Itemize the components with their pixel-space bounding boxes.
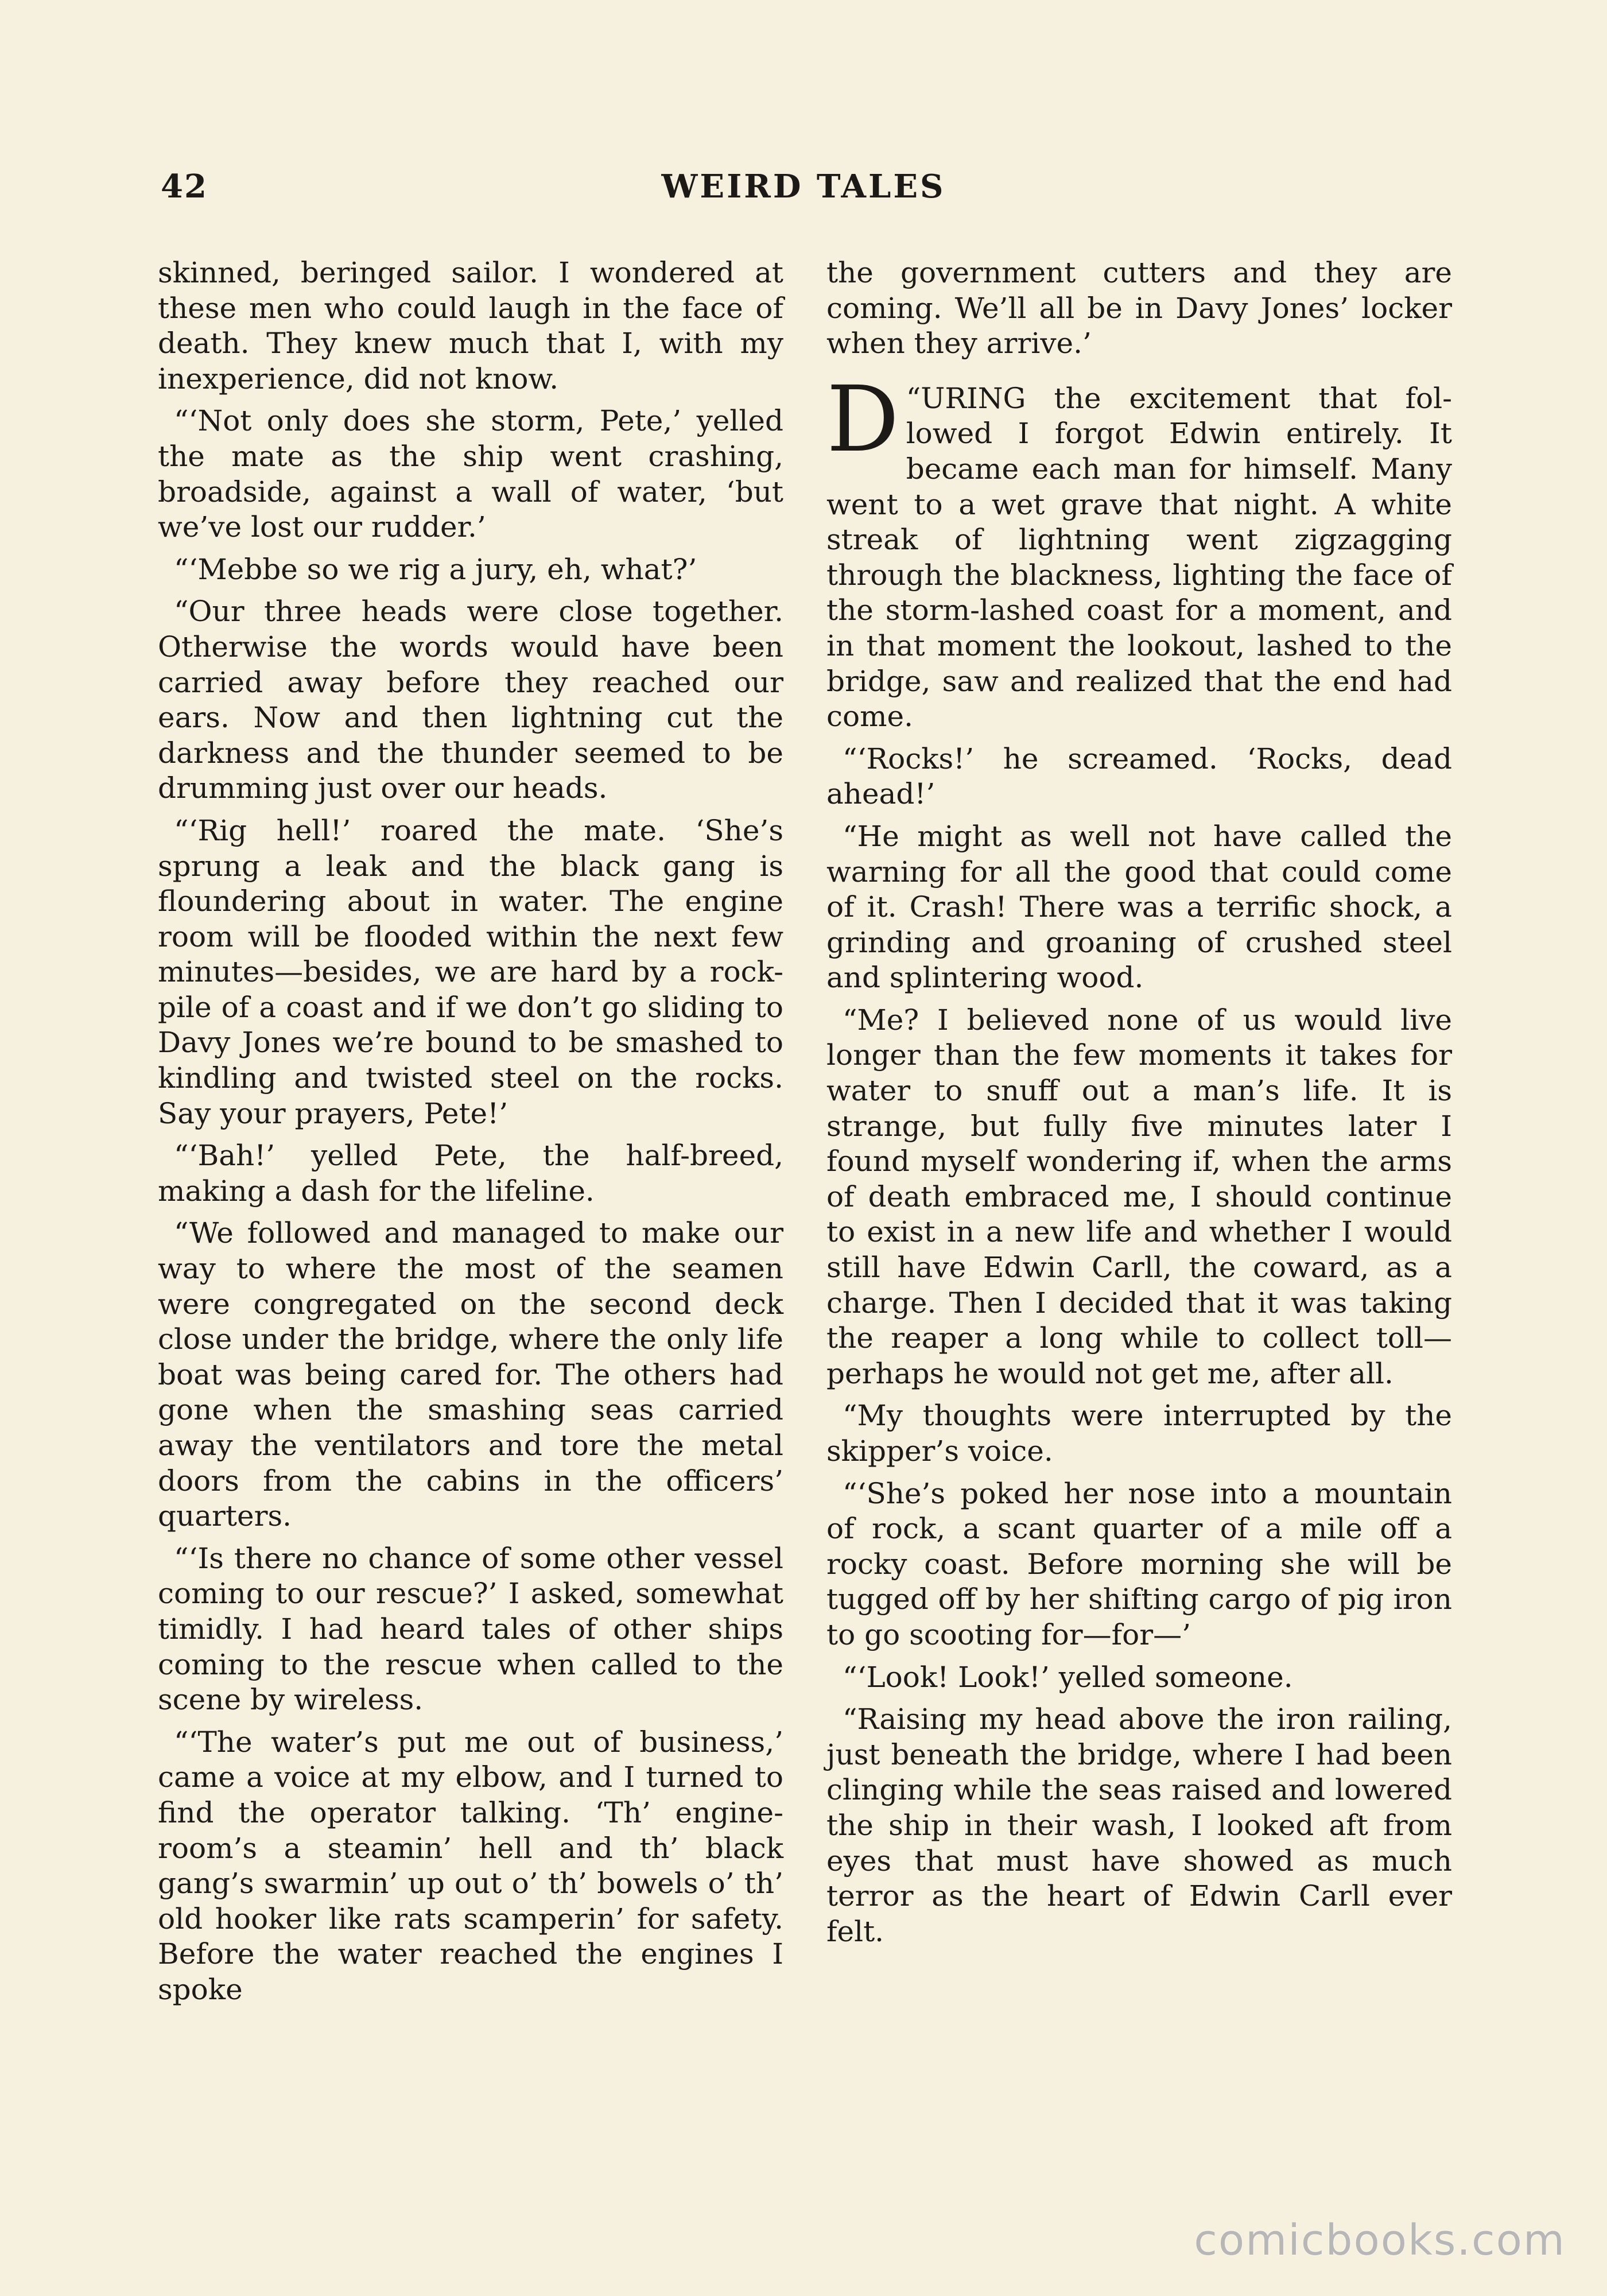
- paragraph: “‘The water’s put me out of business,’ came a voice at my elbow, and I turned to find the operator talking. ‘Th’ engine-room’s a steamin’ hell and th’ black gang’s swarmin’ up out o’ th’ bowels o’ th’ old hooker like rats scamperin’ for safety. Before the water reached the engines I spoke: [158, 1725, 783, 2006]
- paragraph: “‘Look! Look!’ yelled someone.: [843, 1660, 1293, 1694]
- opening-quote-mark: “: [906, 381, 921, 415]
- paragraph: skinned, beringed sailor. I wondered at these men who could laugh in the face of death. They knew much that I, with my inexperience, did not know.: [158, 256, 783, 395]
- section-opening-paragraph: [826, 366, 1452, 735]
- paragraph: “‘Not only does she storm, Pete,’ yelled the mate as the ship went crashing, broadside, against a wall of water, ‘but we’ve lost our rudder.’: [158, 404, 783, 544]
- paragraph: “My thoughts were interrupted by the skipper’s voice.: [826, 1399, 1452, 1468]
- page-header: [161, 168, 1446, 214]
- paragraph: “Raising my head above the iron railing, just beneath the bridge, where I had been clinging while the seas raised and lowered the ship in their wash, I looked aft from eyes that must have showed as much terror as the heart of Edwin Carll ever felt.: [826, 1702, 1452, 1948]
- right-column: [826, 255, 1452, 1956]
- paragraph: “Me? I believed none of us would live longer than the few moments it takes for water to snuff out a man’s life. It is strange, but fully five minutes later I found myself wondering if, when the arms of death embraced me, I should continue to exist in a new life and whether I would still have Edwin Carll, the coward, as a charge. Then I decided that it was taking the reaper a long while to collect toll—perhaps he would not get me, after all.: [826, 1003, 1452, 1390]
- drop-cap: D: [826, 366, 899, 472]
- paragraph: “‘She’s poked her nose into a mountain of rock, a scant quarter of a mile off a rocky coast. Before morning she will be tugged off by her shifting cargo of pig iron to go scooting for—for—’: [826, 1476, 1452, 1651]
- paragraph: “‘Rig hell!’ roared the mate. ‘She’s sprung a leak and the black gang is floundering about in water. The engine room will be flooded within the next few minutes—besides, we are hard by a rock-pile of a coast and if we don’t go sliding to Davy Jones we’re bound to be smashed to kindling and twisted steel on the rocks. Say your prayers, Pete!’: [158, 813, 783, 1130]
- watermark: comicbooks.com: [1194, 2216, 1566, 2265]
- paragraph: “‘Bah!’ yelled Pete, the half-breed, making a dash for the lifeline.: [158, 1139, 783, 1208]
- paragraph: “‘Rocks!’ he screamed. ‘Rocks, dead ahead!’: [826, 742, 1452, 811]
- section-text: URING the excitement that followed I forgot Edwin entirely. It became each man for himself. Many went to a wet grave that night. A white streak of lightning went zigzagging through the blackness, lighting the face of the storm-lashed coast for a moment, and in that moment the lookout, lashed to the bridge, saw and realized that the end had come.: [826, 381, 1452, 734]
- running-title: WEIRD TALES: [661, 168, 946, 205]
- paragraph: “Our three heads were close together. Otherwise the words would have been carried away before they reached our ears. Now and then lightning cut the darkness and the thunder seemed to be drumming just over our heads.: [158, 595, 783, 805]
- paragraph: “‘Is there no chance of some other vessel coming to our rescue?’ I asked, somewhat timidly. I had heard tales of other ships coming to the rescue when called to the scene by wireless.: [158, 1541, 783, 1717]
- left-column: [158, 255, 783, 2015]
- paragraph: the government cutters and they are coming. We’ll all be in Davy Jones’ locker when they arrive.’: [826, 256, 1452, 360]
- page-number: 42: [161, 168, 208, 205]
- paragraph: “‘Mebbe so we rig a jury, eh, what?’: [174, 552, 697, 586]
- paragraph: “We followed and managed to make our way to where the most of the seamen were congregated on the second deck close under the bridge, where the only life boat was being cared for. The others had gone when the smashing seas carried away the ventilators and tore the metal doors from the cabins in the officers’ quarters.: [158, 1216, 783, 1533]
- paragraph: “He might as well not have called the warning for all the good that could come of it. Crash! There was a terrific shock, a grinding and groaning of crushed steel and splintering wood.: [826, 819, 1452, 995]
